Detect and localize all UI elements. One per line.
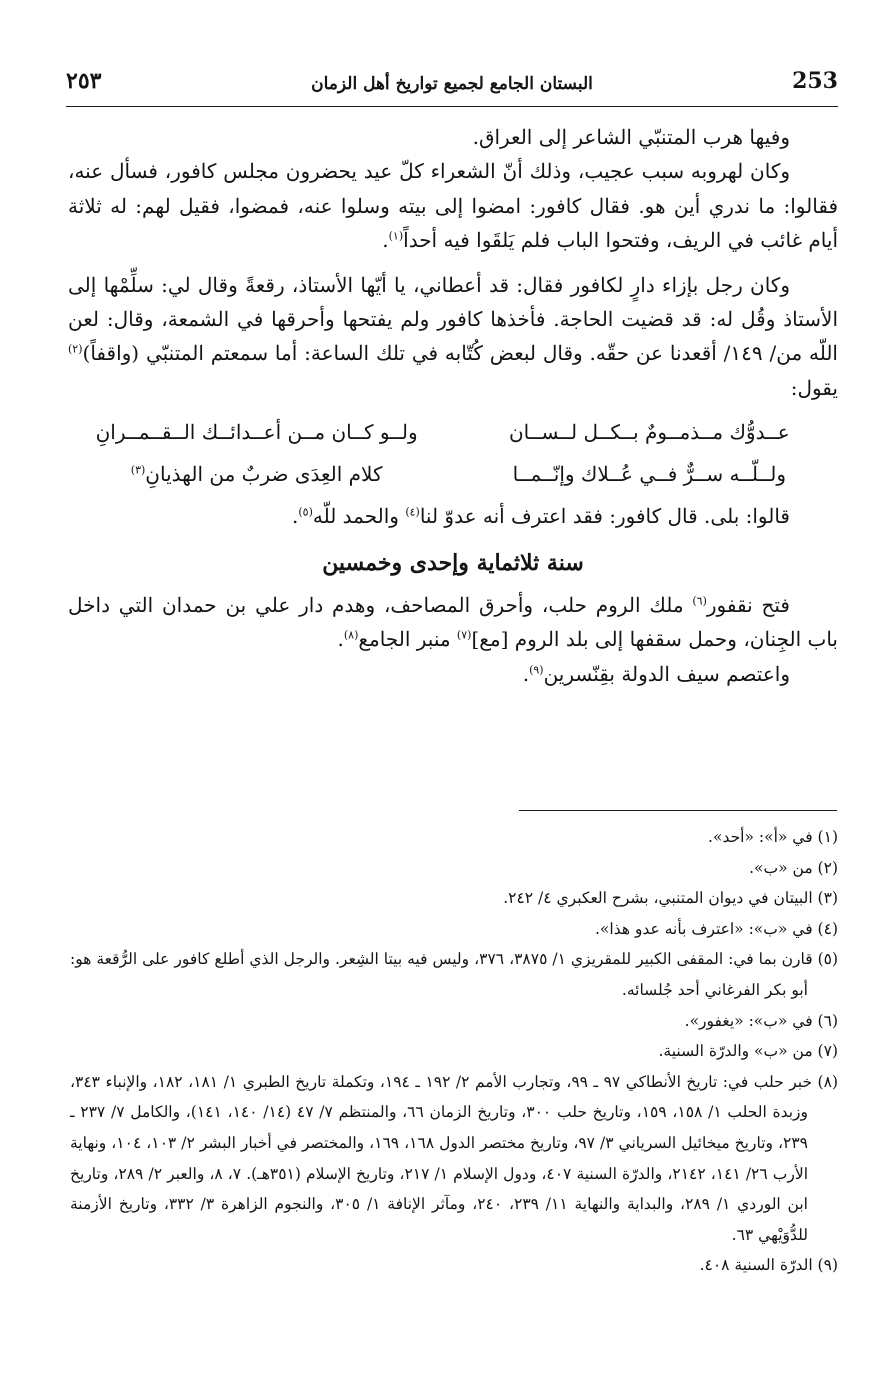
running-title: البستان الجامع لجميع تواريخ أهل الزمان <box>311 74 593 94</box>
footnote: (٨) خبر حلب في: تاريخ الأنطاكي ٩٧ ـ ٩٩، وتجارب الأمم ٢/ ١٩٢ ـ ١٩٤، وتكملة تاريخ الطبري ١/ ١٨١، ١٨٢، والإنباء ٣٤٣، وزبدة الحلب ١/ ١٥٨، ١٥٩، وتاريخ حلب ٣٠٠، وتاريخ الزمان ٦٦، والمنتظم ٧/ ٤٧ (١٤/ ١٤٠، ١٤١)، والكامل ٧/ ٢٣٧ ـ ٢٣٩، وتاريخ ميخائيل السرياني ٣/ ٩٧، وتاريخ مختصر الدول ١٦٨، ١٦٩، والمختصر في أخبار البشر ٢/ ١٠٣، ١٠٤، ونهاية الأرب ٢٦/ ١٤١، ٢١٤٢، والدرّة السنية ٤٠٧، ودول الإسلام ١/ ٢١٧، وتاريخ الإسلام (٣٥١هـ). ٧، ٨، والعبر ٢/ ٢٨٩، وتاريخ ابن الوردي ١/ ٢٨٩، والبداية والنهاية ١١/ ٢٣٩، ٢٤٠، ومآثر الإنافة ١/ ٣٠٥، والنجوم الزاهرة ٣/ ٣٣٢، وتاريخ الأزمنة للدُّوَيْهي ٦٣. <box>70 1072 838 1244</box>
footnote-ref: (٦) <box>692 594 707 608</box>
section-title: سنة ثلاثماية وإحدى وخمسين <box>322 549 584 576</box>
footnote: (٦) في «ب»: «يغفور». <box>684 1011 838 1030</box>
paragraph <box>68 268 838 406</box>
page-number-arabic: ٢٥٣ <box>66 68 102 94</box>
paragraph-text: واعتصم سيف الدولة بقِنّسرين <box>543 661 790 686</box>
footnotes <box>70 822 838 1281</box>
page-header <box>66 66 838 107</box>
footnote-divider <box>519 810 837 811</box>
verse <box>68 411 838 453</box>
paragraph-text: ملك الروم حلب، وأحرق المصاحف، وهدم دار علي بن حمدان التي داخل باب الجِنان، وحمل سقفها إلى بلد الروم [مع] <box>68 593 838 652</box>
footnote-ref: (١) <box>388 229 404 243</box>
paragraph-text: فتح نقفور <box>706 593 790 618</box>
footnote: (٩) الدرّة السنية ٤٠٨. <box>699 1256 838 1275</box>
paragraph-text: منبر الجامع <box>358 627 457 652</box>
hemistich: ولــلّــه ســرٌّ فــي عُــلاك وإنّــمــا <box>512 462 787 487</box>
paragraph: فتح نقفور$^{(٦)}$ ملك الروم حلب، وأحرق المصاحف، وهدم دار علي بن حمدان التي داخل باب الجِنان، وحمل سقفها إلى بلد الروم [مع]$^{(٧)}$ منبر الجامع$^{(٨)}$. <box>68 593 838 652</box>
footnote-ref: (٤) <box>405 505 420 519</box>
hemistich-with-ref <box>68 453 445 495</box>
paragraph-text: والحمد للّه <box>312 504 406 529</box>
footnote: (١) في «أ»: «أحد». <box>708 828 838 846</box>
footnote: (٧) من «ب» والدرّة السنية. <box>658 1042 838 1061</box>
footnote: (٢) من «ب». <box>749 858 838 877</box>
verse <box>68 453 838 495</box>
hemistich-text: كلام العِدَى ضربٌ من الهذيانِ <box>145 462 383 487</box>
paragraph-text: وفيها هرب المتنبّي الشاعر إلى العراق. <box>472 125 790 149</box>
hemistich: ولــو كــان مــن أعــدائــك الــقــمــرانِ <box>95 420 418 445</box>
footnote-ref: (٣) <box>130 463 146 477</box>
paragraph <box>68 120 838 154</box>
paragraph-text: وكان رجل بإزاء دارٍ لكافور فقال: قد أعطاني، يا أيّها الأستاذ، رقعةً وقال لي: سلِّمْها إلى الأستاذ وقُل له: قد قضيت الحاجة. فأخذها كافور ولم يفتحها وأحرقها في الشمعة، وقال: لعن اللّه من/ ١٤٩/ أقعدنا عن حقّه. وقال لبعض كُتّابه في تلك الساعة: أما سمعتم المتنبّي (واقفاً) <box>68 272 838 366</box>
footnote: (٤) في «ب»: «اعترف بأنه عدو هذا». <box>594 919 838 938</box>
page-number-latin: 253 <box>792 68 838 94</box>
main-text <box>68 120 838 691</box>
paragraph: وكان لهروبه سبب عجيب، وذلك أنّ الشعراء كلّ عيد يحضرون مجلس كافور، فسأل عنه، فقالوا: ما ندري أين هو. فقال كافور: امضوا إلى بيته وسلوا عنه، فمضوا، فقيل لهم: له ثلاثة أيام غائب في الريف، وفتحوا الباب فلم يَلقَوا فيه أحداً$^{(١)}$. <box>68 159 838 253</box>
footnote-ref: (٢) <box>68 342 83 356</box>
paragraph-text: قالوا: بلى. قال كافور: فقد اعترف أنه عدوّ لنا <box>419 504 790 529</box>
paragraph: واعتصم سيف الدولة بقِنّسرين$^{(٩)}$. <box>522 661 790 686</box>
footnote-ref: (٩) <box>529 663 544 677</box>
footnote-ref: (٨) <box>343 628 359 642</box>
hemistich: عــدوُّك مــذمــومٌ بــكــل لــســان <box>508 420 790 445</box>
paragraph-text: يقول: <box>790 375 838 400</box>
footnote-ref: (٥) <box>298 505 313 519</box>
paragraph-text: وكان لهروبه سبب عجيب، وذلك أنّ الشعراء كلّ عيد يحضرون مجلس كافور، فسأل عنه، فقالوا: ما ندري أين هو. فقال كافور: امضوا إلى بيته وسلوا عنه، فمضوا، فقيل لهم: له ثلاثة أيام غائب في الريف، وفتحوا الباب فلم يَلقَوا فيه أحداً <box>68 159 838 253</box>
footnote: (٥) قارن بما في: المقفى الكبير للمقريزي ١/ ٣٨٧٥، ٣٧٦، وليس فيه بيتا الشِعر. والرجل الذي أطلع كافور على الرُّقعة هو: أبو بكر الفرغاني أحد جُلسائه. <box>70 950 839 999</box>
footnote-ref: (٧) <box>456 628 472 642</box>
poem <box>68 411 838 495</box>
paragraph: قالوا: بلى. قال كافور: فقد اعترف أنه عدوّ لنا$^{(٤)}$ والحمد للّه$^{(٥)}$. <box>292 504 790 529</box>
footnote: (٣) البيتان في ديوان المتنبي، بشرح العكبري ٤/ ٢٤٢. <box>503 889 838 908</box>
